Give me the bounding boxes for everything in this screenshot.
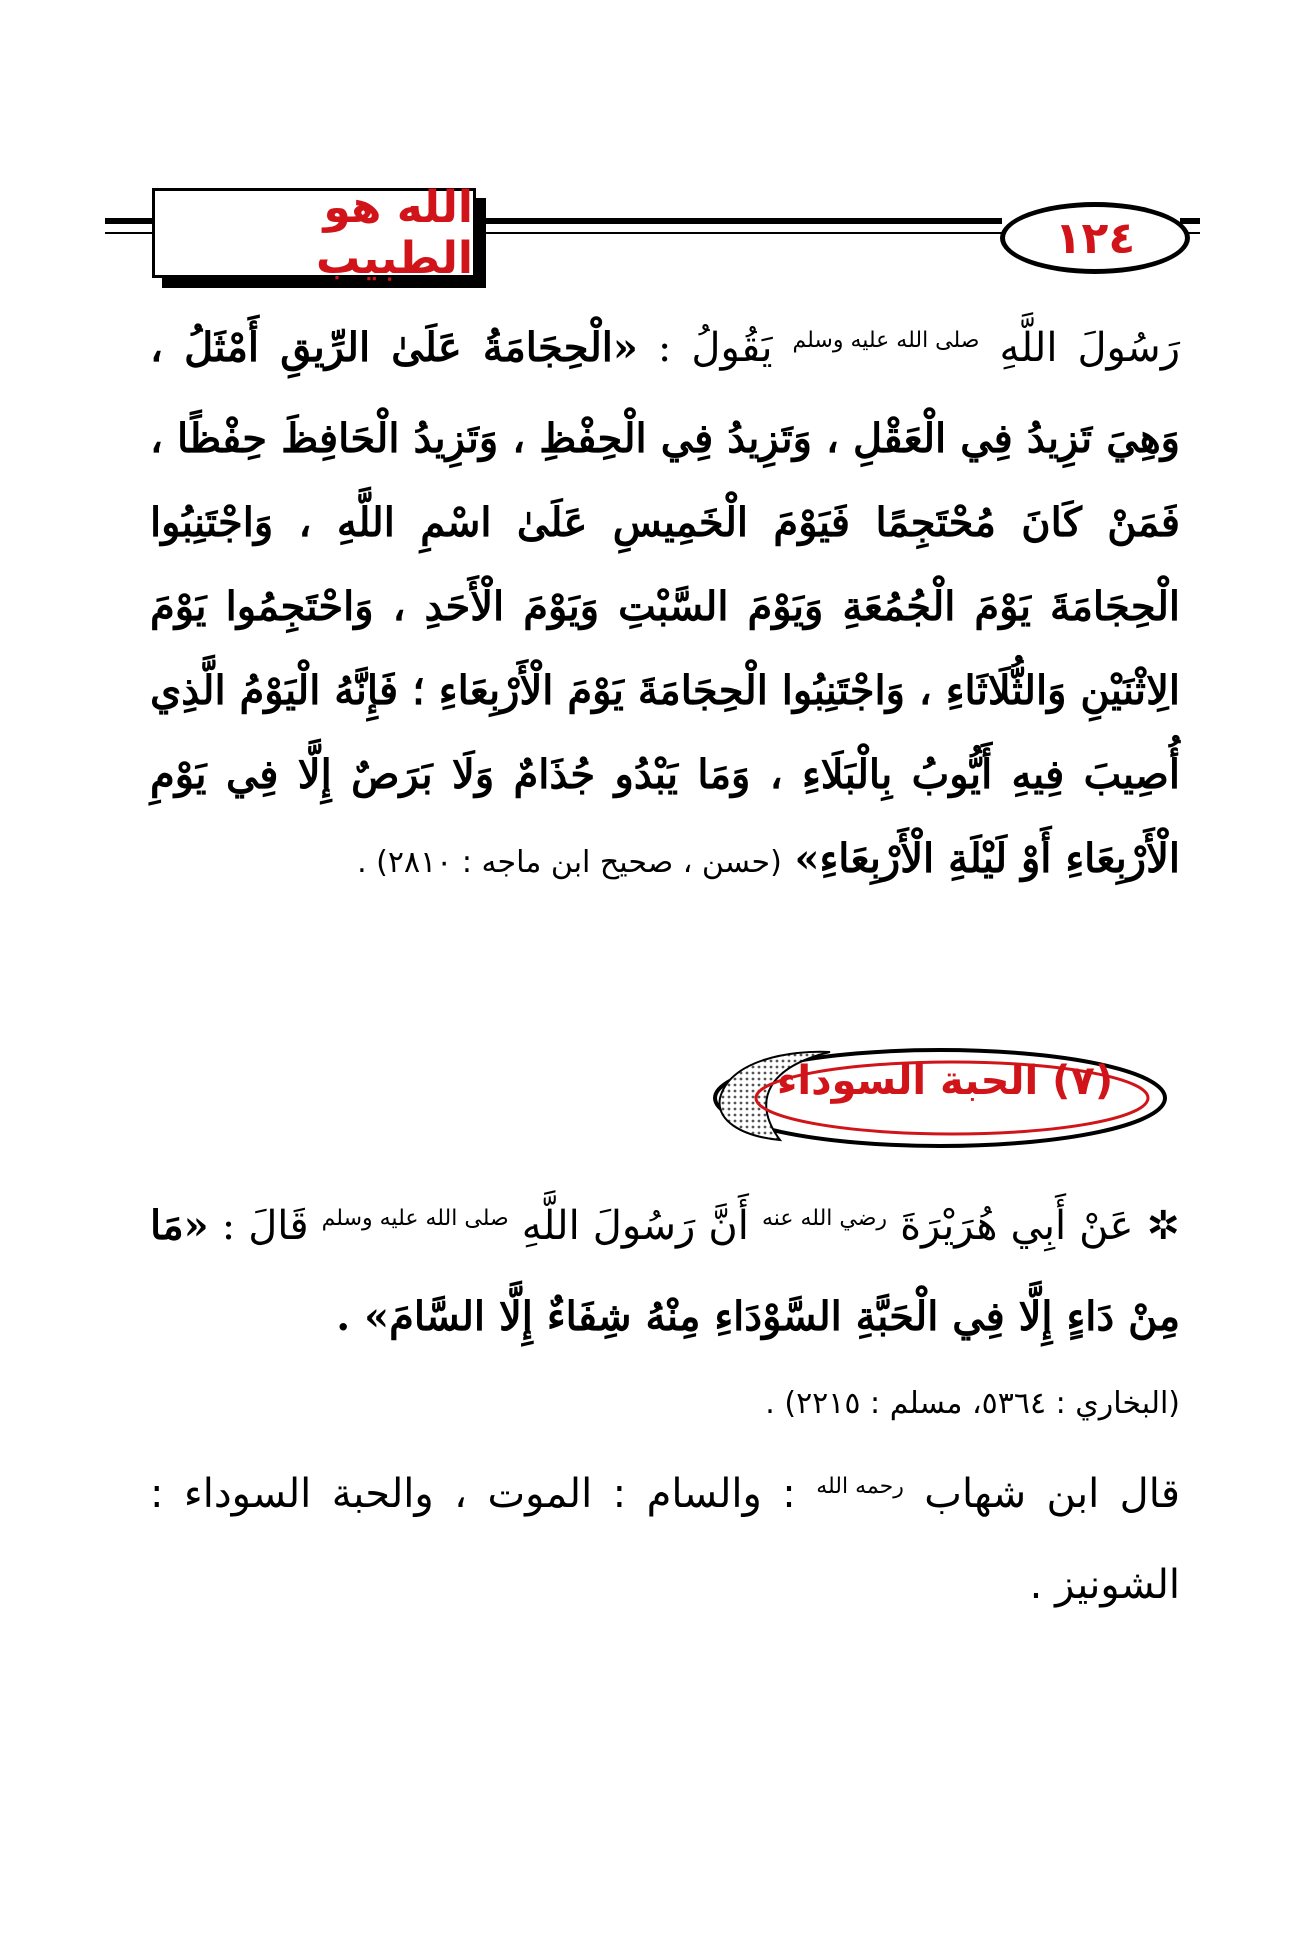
hadith-paragraph-black-seed bbox=[150, 1184, 1180, 1359]
scholar-honorific: رحمه الله bbox=[816, 1474, 904, 1499]
page-header bbox=[0, 180, 1304, 310]
hadith-paragraph-cupping bbox=[150, 306, 1180, 905]
said-text: قَالَ : bbox=[221, 1203, 309, 1249]
page-number-oval bbox=[1000, 202, 1190, 274]
header-rule-middle bbox=[470, 218, 1002, 224]
running-title-box bbox=[152, 182, 476, 284]
note-start: قال ابن شهاب bbox=[924, 1471, 1181, 1517]
hadith-reference-2: (البخاري : ٥٣٦٤، مسلم : ٢٢١٥) . bbox=[765, 1386, 1180, 1421]
section-title: (٧) الحبة السوداء bbox=[776, 1058, 1114, 1104]
section-heading bbox=[690, 1040, 1170, 1156]
honorific-ligature: صلى الله عليه وسلم bbox=[321, 1206, 509, 1231]
hadith-text-cupping: «الْحِجَامَةُ عَلَىٰ الرِّيقِ أَمْثَلُ ، وَهِيَ تَزِيدُ فِي الْعَقْلِ ، وَتَزِيدُ فِي الْحِفْظِ ، وَتَزِيدُ الْحَافِظَ حِفْظًا ، فَمَنْ كَانَ مُحْتَجِمًا فَيَوْمَ الْخَمِيسِ عَلَىٰ اسْمِ اللَّهِ ، وَاجْتَنِبُوا الْحِجَامَةَ يَوْمَ الْجُمُعَةِ وَيَوْمَ السَّبْتِ وَيَوْمَ الْأَحَدِ ، وَاحْتَجِمُوا يَوْمَ الِاثْنَيْنِ وَالثُّلَاثَاءِ ، وَاجْتَنِبُوا الْحِجَامَةَ يَوْمَ الْأَرْبِعَاءِ ؛ فَإِنَّهُ الْيَوْمُ الَّذِي أُصِيبَ فِيهِ أَيُّوبُ بِالْبَلَاءِ ، وَمَا يَبْدُو جُذَامٌ وَلَا بَرَصٌ إِلَّا فِي يَوْمِ الْأَرْبِعَاءِ أَوْ لَيْلَةِ الْأَرْبِعَاءِ» bbox=[150, 324, 1180, 882]
paragraph-lead: رَسُولَ اللَّهِ bbox=[999, 325, 1181, 371]
hadith-text-black-seed: «مَا مِنْ دَاءٍ إِلَّا فِي الْحَبَّةِ السَّوْدَاءِ مِنْهُ شِفَاءٌ إِلَّا السَّامَ» . bbox=[150, 1202, 1180, 1340]
header-rule-left-thin bbox=[105, 232, 155, 234]
paragraph-intro: ✲ عَنْ أَبِي هُرَيْرَةَ bbox=[900, 1203, 1181, 1249]
ibn-shihab-note bbox=[150, 1452, 1180, 1627]
header-rule-right bbox=[1180, 218, 1200, 224]
says-text: يَقُولُ : bbox=[657, 325, 773, 371]
hadith-reference: (حسن ، صحيح ابن ماجه : ٢٨١٠) . bbox=[357, 845, 782, 880]
header-rule-middle-thin bbox=[470, 232, 1002, 234]
page-number: ١٢٤ bbox=[1054, 212, 1136, 264]
note-rest: : والسام : الموت ، والحبة السوداء : الشونيز . bbox=[150, 1471, 1180, 1608]
companion-honorific: رضي الله عنه bbox=[761, 1206, 888, 1231]
honorific-ligature: صلى الله عليه وسلم bbox=[792, 328, 980, 353]
paragraph-middle: أَنَّ رَسُولَ اللَّهِ bbox=[521, 1203, 749, 1249]
header-rule-left bbox=[105, 218, 155, 224]
running-title: الله هو الطبيب bbox=[316, 182, 473, 284]
